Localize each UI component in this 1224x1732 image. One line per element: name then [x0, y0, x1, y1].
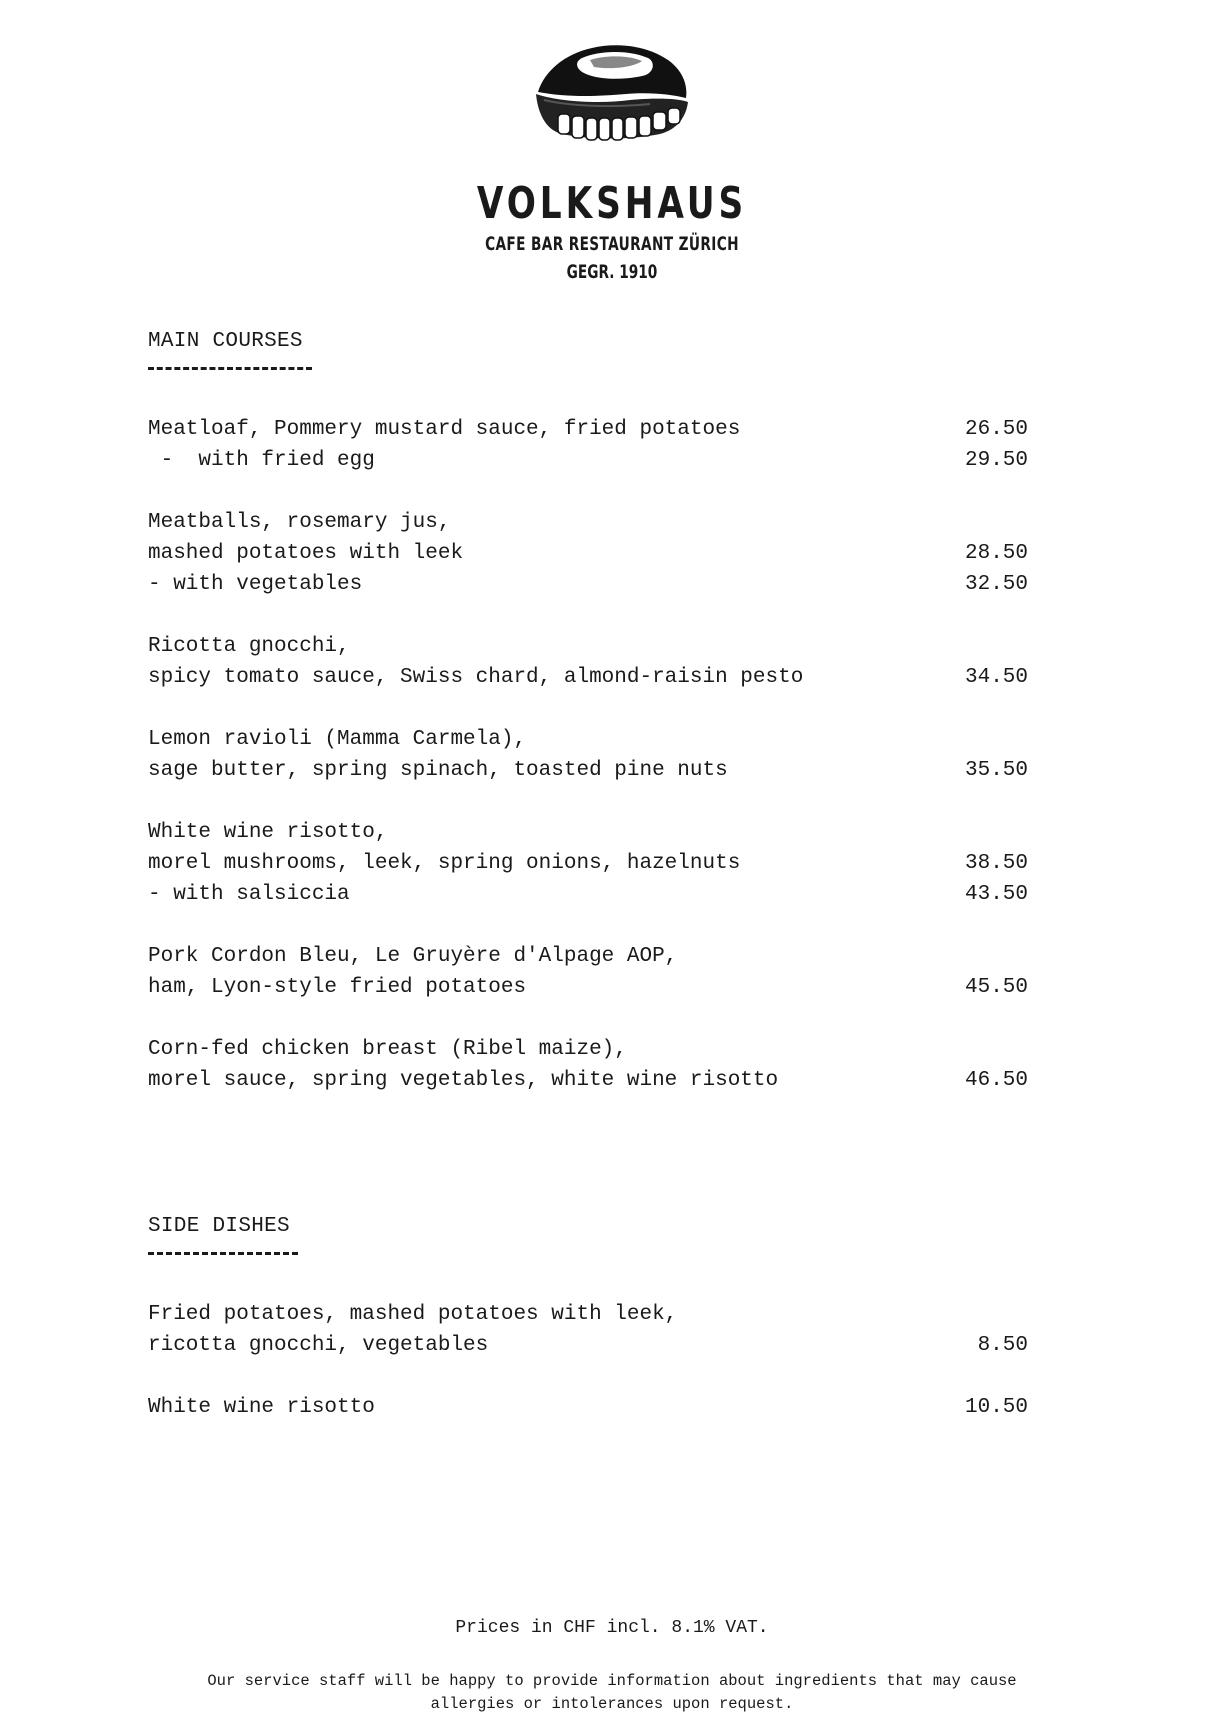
menu-item-line	[148, 724, 1028, 755]
allergy-note-line: Our service staff will be happy to provide information about ingredients that may cause	[207, 1672, 1017, 1690]
menu-item-price	[948, 631, 1028, 662]
menu-item-price	[948, 1299, 1028, 1330]
menu-item	[148, 1392, 1028, 1423]
menu-item-line	[148, 817, 1028, 848]
menu-item-line	[148, 1065, 1028, 1096]
menu-item-text: spicy tomato sauce, Swiss chard, almond-raisin pesto	[148, 666, 804, 689]
menu-item-line	[148, 972, 1028, 1003]
menu-item-price	[948, 1034, 1028, 1065]
header	[0, 40, 1224, 283]
menu-item-text: White wine risotto,	[148, 821, 388, 844]
menu-item	[148, 724, 1028, 786]
menu-item-text: sage butter, spring spinach, toasted pine nuts	[148, 759, 728, 782]
menu-item-price	[948, 724, 1028, 755]
section-title: MAIN COURSES	[148, 330, 303, 353]
main-courses-section	[148, 326, 1028, 1127]
menu-item-price	[948, 941, 1028, 972]
menu-item-text: Lemon ravioli (Mamma Carmela),	[148, 728, 527, 751]
menu-item-line	[148, 538, 1028, 569]
menu-item-text: morel mushrooms, leek, spring onions, hazelnuts	[148, 852, 741, 875]
menu-item-line	[148, 879, 1028, 910]
menu-item-text: Meatballs, rosemary jus,	[148, 511, 451, 534]
menu-item-price: 26.50	[964, 418, 1028, 441]
menu-item-price: 46.50	[964, 1069, 1028, 1092]
dentures-logo-icon	[530, 40, 694, 150]
menu-item-text: Meatloaf, Pommery mustard sauce, fried potatoes	[148, 418, 741, 441]
section-divider	[148, 367, 312, 370]
menu-item-price: 10.50	[964, 1396, 1028, 1419]
menu-item-text: White wine risotto	[148, 1396, 375, 1419]
menu-item-line	[148, 445, 1028, 476]
menu-item-text: Fried potatoes, mashed potatoes with leek,	[148, 1303, 678, 1326]
menu-item-line	[148, 662, 1028, 693]
menu-item	[148, 1034, 1028, 1096]
menu-item-price	[948, 817, 1028, 848]
brand-founded: GEGR. 1910	[566, 261, 658, 283]
menu-item-line	[148, 848, 1028, 879]
menu-items	[148, 1299, 1028, 1423]
side-dishes-section	[148, 1211, 1028, 1454]
menu-item-price: 45.50	[964, 976, 1028, 999]
menu-item-price: 43.50	[964, 883, 1028, 906]
menu-item-line	[148, 631, 1028, 662]
menu-item-text: Pork Cordon Bleu, Le Gruyère d'Alpage AOP,	[148, 945, 678, 968]
menu-items	[148, 414, 1028, 1096]
menu-item-line	[148, 1299, 1028, 1330]
brand-subtitle: CAFE BAR RESTAURANT ZÜRICH	[485, 233, 739, 255]
menu-item-line	[148, 1392, 1028, 1423]
menu-item	[148, 631, 1028, 693]
menu-item-price: 8.50	[977, 1334, 1028, 1357]
menu-item-text: mashed potatoes with leek	[148, 542, 464, 565]
menu-item-line	[148, 941, 1028, 972]
brand-name: VOLKSHAUS	[476, 178, 748, 229]
menu-item	[148, 507, 1028, 600]
allergy-note	[0, 1670, 1224, 1716]
allergy-note-line: allergies or intolerances upon request.	[430, 1695, 794, 1713]
menu-item-text: morel sauce, spring vegetables, white wine risotto	[148, 1069, 779, 1092]
menu-item-price: 32.50	[964, 573, 1028, 596]
menu-item-price: 38.50	[964, 852, 1028, 875]
vat-note: Prices in CHF incl. 8.1% VAT.	[455, 1618, 769, 1638]
menu-item	[148, 414, 1028, 476]
menu-item-text: - with vegetables	[148, 573, 363, 596]
section-title: SIDE DISHES	[148, 1215, 290, 1238]
menu-item-text: ricotta gnocchi, vegetables	[148, 1334, 489, 1357]
menu-item-price: 28.50	[964, 542, 1028, 565]
menu-item-line	[148, 414, 1028, 445]
menu-item-text: Ricotta gnocchi,	[148, 635, 350, 658]
menu-item-price: 35.50	[964, 759, 1028, 782]
menu-item-line	[148, 507, 1028, 538]
menu-item	[148, 1299, 1028, 1361]
menu-item	[148, 941, 1028, 1003]
menu-item-price	[948, 507, 1028, 538]
menu-item-line	[148, 569, 1028, 600]
menu-item-price: 34.50	[964, 666, 1028, 689]
menu-item-line	[148, 1034, 1028, 1065]
menu-item-text: - with fried egg	[148, 449, 375, 472]
menu-item	[148, 817, 1028, 910]
menu-item-text: ham, Lyon-style fried potatoes	[148, 976, 527, 999]
menu-item-text: - with salsiccia	[148, 883, 350, 906]
menu-item-text: Corn-fed chicken breast (Ribel maize),	[148, 1038, 627, 1061]
section-divider	[148, 1252, 298, 1255]
menu-item-line	[148, 755, 1028, 786]
menu-item-price: 29.50	[964, 449, 1028, 472]
menu-item-line	[148, 1330, 1028, 1361]
